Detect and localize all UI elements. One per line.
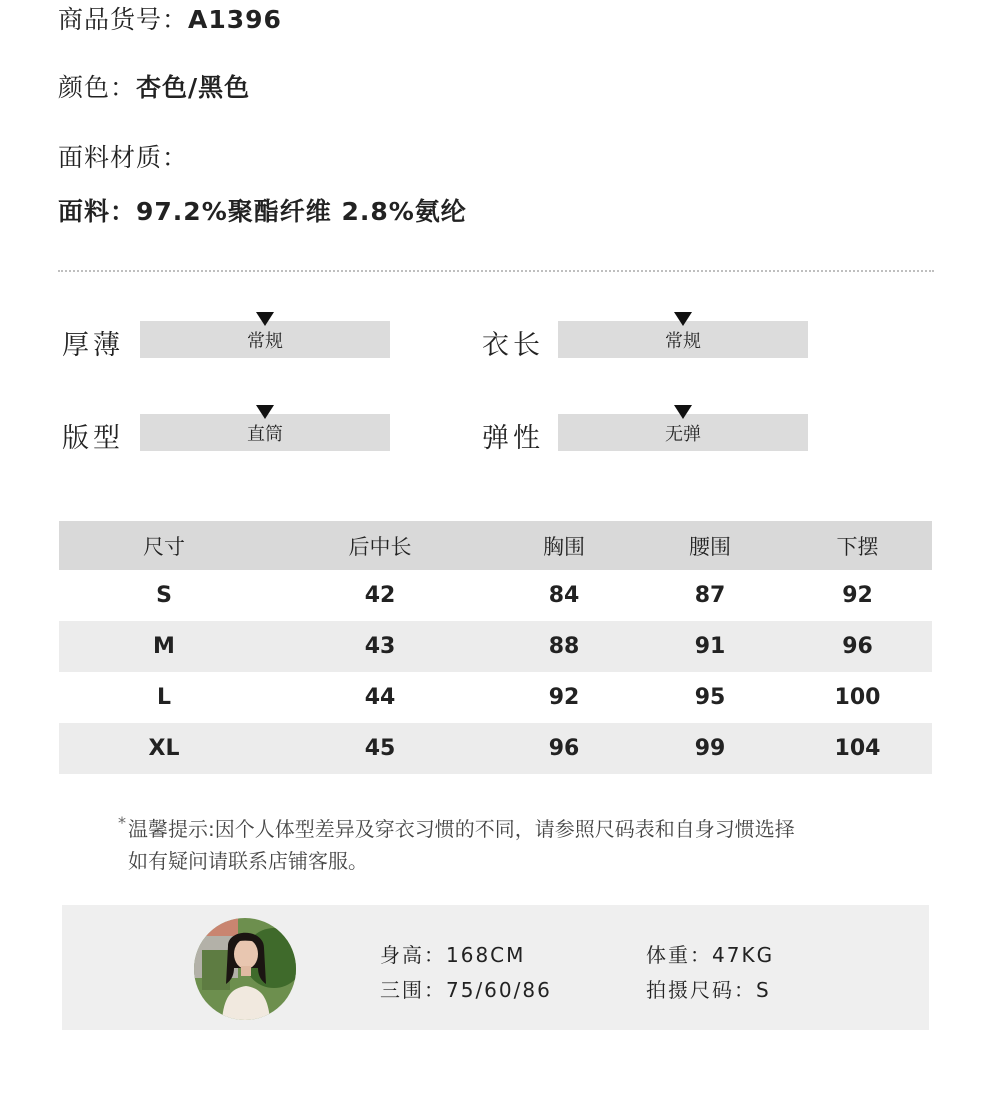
attr-elasticity-bar xyxy=(558,414,808,451)
table-cell: 92 xyxy=(548,685,580,710)
tip-asterisk: * xyxy=(118,813,126,832)
model-info-card xyxy=(62,905,929,1030)
dotted-divider xyxy=(58,270,934,272)
attr-fit-label: 版型 xyxy=(62,423,124,454)
table-row xyxy=(59,621,932,672)
color-line xyxy=(58,68,250,104)
table-cell: 91 xyxy=(637,621,783,672)
attr-elasticity-value: 无弹 xyxy=(665,423,701,445)
model-weight: 体重：47KG xyxy=(646,943,775,967)
table-cell: 44 xyxy=(364,685,396,710)
model-photo-icon xyxy=(194,918,296,1020)
table-cell: S xyxy=(156,583,172,608)
attr-fit-value: 直筒 xyxy=(247,423,283,445)
size-table-header xyxy=(59,521,932,570)
tip-text-1: 温馨提示:因个人体型差异及穿衣习惯的不同，请参照尺码表和自身习惯选择 xyxy=(128,817,795,841)
fabric-label: 面料： xyxy=(58,197,137,226)
color-value: 杏色/黑色 xyxy=(136,73,251,102)
table-row xyxy=(59,723,932,774)
model-shot-size: 拍摄尺码：S xyxy=(646,978,771,1002)
marker-down-icon xyxy=(256,405,274,419)
table-cell: M xyxy=(59,621,269,672)
header-waist: 腰围 xyxy=(637,521,783,570)
marker-down-icon xyxy=(256,312,274,326)
table-cell: 104 xyxy=(783,723,932,774)
header-hem: 下摆 xyxy=(783,521,932,570)
table-cell: 95 xyxy=(694,685,726,710)
attr-thickness-label: 厚薄 xyxy=(62,330,124,361)
table-cell: 96 xyxy=(491,723,637,774)
fabric-line xyxy=(58,192,467,228)
header-back-length: 后中长 xyxy=(269,521,491,570)
attr-length-label: 衣长 xyxy=(482,330,544,361)
table-cell: 43 xyxy=(269,621,491,672)
table-cell: L xyxy=(156,685,172,710)
table-cell: 96 xyxy=(783,621,932,672)
model-avatar xyxy=(194,918,296,1020)
color-label: 颜色： xyxy=(58,73,137,102)
attr-length-bar xyxy=(558,321,808,358)
table-cell: 84 xyxy=(548,583,580,608)
attr-thickness-value: 常规 xyxy=(247,330,283,352)
item-number-label: 商品货号： xyxy=(58,5,189,34)
table-cell: 92 xyxy=(842,583,873,608)
attr-elasticity-label: 弹性 xyxy=(482,423,544,454)
fabric-value: 97.2%聚酯纤维 2.8%氨纶 xyxy=(136,197,467,226)
model-height: 身高：168CM xyxy=(380,943,526,967)
item-number-line xyxy=(58,0,282,36)
table-cell: 100 xyxy=(834,685,881,710)
table-cell: 88 xyxy=(491,621,637,672)
attr-length-value: 常规 xyxy=(665,330,701,352)
size-table xyxy=(59,521,932,774)
model-measurements: 三围：75/60/86 xyxy=(380,978,552,1002)
table-row xyxy=(59,570,932,621)
header-bust: 胸围 xyxy=(491,521,637,570)
table-row xyxy=(59,672,932,723)
size-tip-line-2: 如有疑问请联系店铺客服。 xyxy=(128,849,368,873)
table-cell: 99 xyxy=(637,723,783,774)
table-cell: 42 xyxy=(364,583,396,608)
table-cell: 45 xyxy=(269,723,491,774)
table-cell: XL xyxy=(59,723,269,774)
material-title: 面料材质： xyxy=(58,143,189,172)
attr-thickness-bar xyxy=(140,321,390,358)
header-size: 尺寸 xyxy=(59,521,269,570)
item-number-value: A1396 xyxy=(188,5,282,34)
attr-fit-bar xyxy=(140,414,390,451)
marker-down-icon xyxy=(674,312,692,326)
table-cell: 87 xyxy=(694,583,726,608)
marker-down-icon xyxy=(674,405,692,419)
size-tip-line-1 xyxy=(118,813,795,842)
